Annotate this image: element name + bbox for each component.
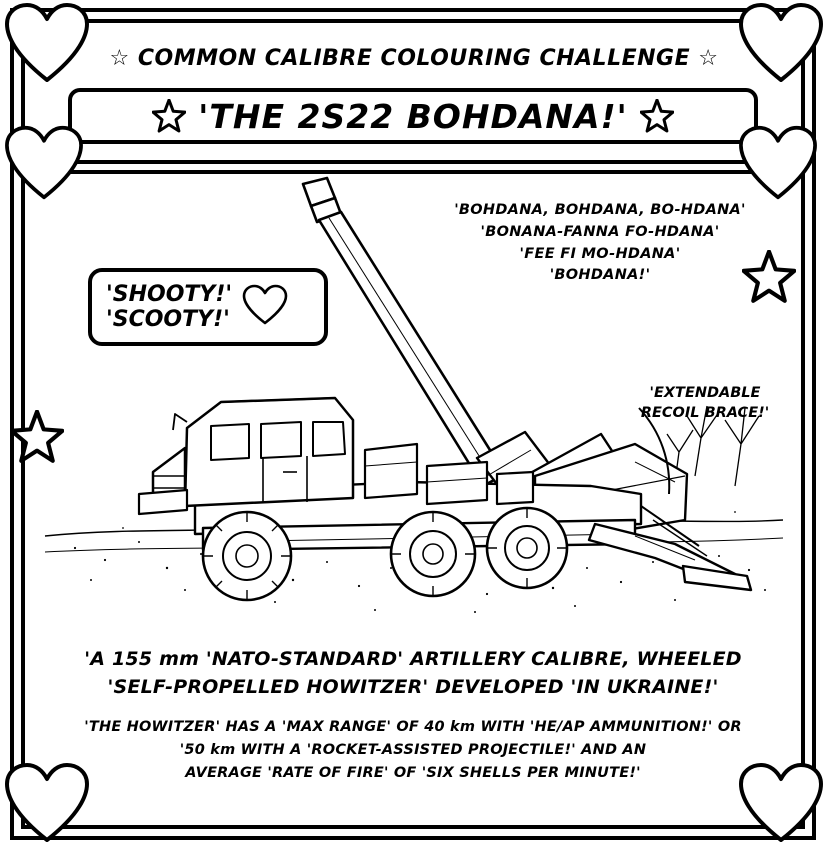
description-main-line-1: 'A 155 mm 'NATO-STANDARD' ARTILLERY CALIBRE, WHEELED: [84, 648, 742, 670]
page-subtitle: ☆ COMMON CALIBRE COLOURING CHALLENGE ☆: [109, 46, 719, 71]
recoil-brace-line-2: RECOIL BRACE!': [640, 405, 770, 422]
lyrics-line-3: 'FEE FI MO-HDANA': [519, 245, 681, 262]
recoil-brace-label: [630, 383, 780, 424]
heart-icon: [4, 125, 90, 211]
heart-icon: [738, 125, 824, 211]
heart-icon: [738, 762, 824, 848]
heart-icon: [4, 762, 90, 848]
description-stats-line-2: '50 km WITH A 'ROCKET-ASSISTED PROJECTILE!' AND AN: [179, 742, 647, 759]
description-main: [45, 646, 781, 701]
lyrics-caption: [430, 200, 770, 287]
lyrics-line-1: 'BOHDANA, BOHDANA, BO-HDANA': [454, 202, 746, 218]
divider-rule-bottom: [35, 170, 791, 174]
shooty-scooty-box: [88, 268, 328, 346]
heart-icon: [738, 2, 824, 88]
description-stats-line-3: AVERAGE 'RATE OF FIRE' OF 'SIX SHELLS PER MINUTE!': [185, 765, 641, 782]
page-title: 'THE 2S22 BOHDANA!': [198, 96, 628, 136]
page-title-box: [68, 88, 758, 144]
star-icon: [10, 410, 96, 496]
description-stats: [45, 716, 781, 786]
shooty-line: 'SHOOTY!': [106, 281, 233, 307]
lyrics-line-4: 'BOHDANA!': [549, 267, 651, 284]
star-icon: [742, 250, 826, 336]
star-icon: [640, 99, 674, 133]
lyrics-line-2: 'BONANA-FANNA FO-HDANA': [480, 223, 720, 240]
description-main-line-2: 'SELF-PROPELLED HOWITZER' DEVELOPED 'IN UKRAINE!': [107, 675, 719, 698]
star-icon: [152, 99, 186, 133]
recoil-brace-line-1: 'EXTENDABLE: [649, 385, 761, 401]
scooty-line: 'SCOOTY!': [106, 307, 230, 332]
description-stats-line-1: 'THE HOWITZER' HAS A 'MAX RANGE' OF 40 km WITH 'HE/AP AMMUNITION!' OR: [84, 719, 742, 735]
heart-icon: [242, 284, 288, 330]
heart-icon: [4, 2, 90, 88]
shooty-scooty-text: [106, 282, 232, 333]
divider-rule-top: [35, 160, 791, 164]
